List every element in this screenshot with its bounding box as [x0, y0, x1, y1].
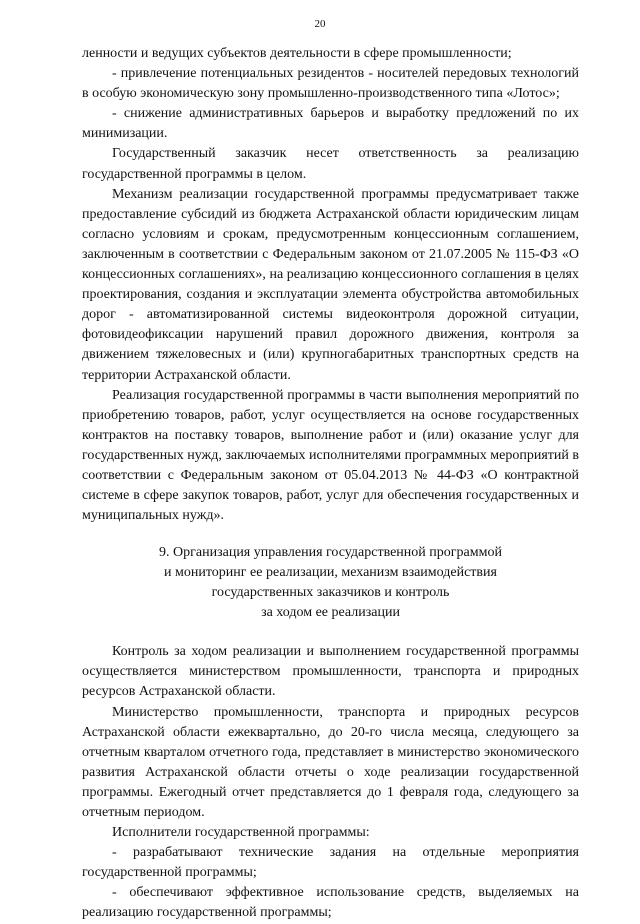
paragraph: Государственный заказчик несет ответственность за реализацию государственной программы в целом. — [82, 146, 579, 182]
section-heading — [82, 543, 579, 623]
paragraph-list-item: - снижение административных барьеров и выработку предложений по их минимизации. — [82, 106, 579, 142]
paragraph-list-item: - разрабатывают технические задания на отдельные мероприятия государственной программы; — [82, 845, 579, 881]
document-body — [82, 44, 579, 924]
paragraph-list-item: - привлечение потенциальных резидентов - носителей передовых технологий в особую экономическую зону промышленно-производственного типа «Лотос»; — [82, 66, 579, 102]
paragraph: Контроль за ходом реализации и выполнением государственной программы осуществляется министерством промышленности, транспорта и природных ресурсов Астраханской области. — [82, 644, 579, 700]
paragraph: Механизм реализации государственной программы предусматривает также предоставление субсидий из бюджета Астраханской области юридическим лицам согласно условиям и срокам, предусмотренным концессионным соглашением, заключенным в соответствии с Федеральным законом от 21.07.2005 № 115-ФЗ «О концессионных соглашениях», на реализацию концессионного соглашения в целях проектирования, создания и эксплуатации элемента обустройства автомобильных дорог - автоматизированной системы видеоконтроля дорожной ситуации, фотовидеофиксации нарушений правил дорожного движения, контроля за движением тяжеловесных и (или) крупногабаритных транспортных средств на территории Астраханской области. — [82, 186, 579, 383]
page-number: 20 — [314, 18, 326, 30]
paragraph-continuation: ленности и ведущих субъектов деятельности в сфере промышленности; — [82, 46, 512, 61]
paragraph: Реализация государственной программы в части выполнения мероприятий по приобретению товаров, работ, услуг осуществляется на основе государственных контрактов на поставку товаров, выполнение работ и (или) оказание услуг для государственных нужд, заключаемых исполнителями программных мероприятий в соответствии с Федеральным законом от 05.04.2013 № 44-ФЗ «О контрактной системе в сфере закупок товаров, работ, услуг для обеспечения государственных и муниципальных нужд». — [82, 387, 579, 524]
paragraph: Министерство промышленности, транспорта и природных ресурсов Астраханской области ежеквартально, до 20-го числа месяца, следующего за отчетным кварталом отчетного года, представляет в министерство экономического развития Астраханской области отчеты о ходе реализации государственной программы. Ежегодный отчет представляется до 1 февраля года, следующего за отчетным периодом. — [82, 704, 579, 820]
section-heading-line: и мониторинг ее реализации, механизм взаимодействия — [164, 565, 497, 581]
paragraph-list-item: - обеспечивают эффективное использование средств, выделяемых на реализацию государственной программы; — [82, 885, 579, 921]
section-heading-line: за ходом ее реализации — [261, 605, 400, 621]
paragraph: Исполнители государственной программы: — [112, 825, 370, 841]
section-heading-line: 9. Организация управления государственной программой — [159, 545, 502, 561]
section-heading-line: государственных заказчиков и контроль — [211, 585, 450, 601]
